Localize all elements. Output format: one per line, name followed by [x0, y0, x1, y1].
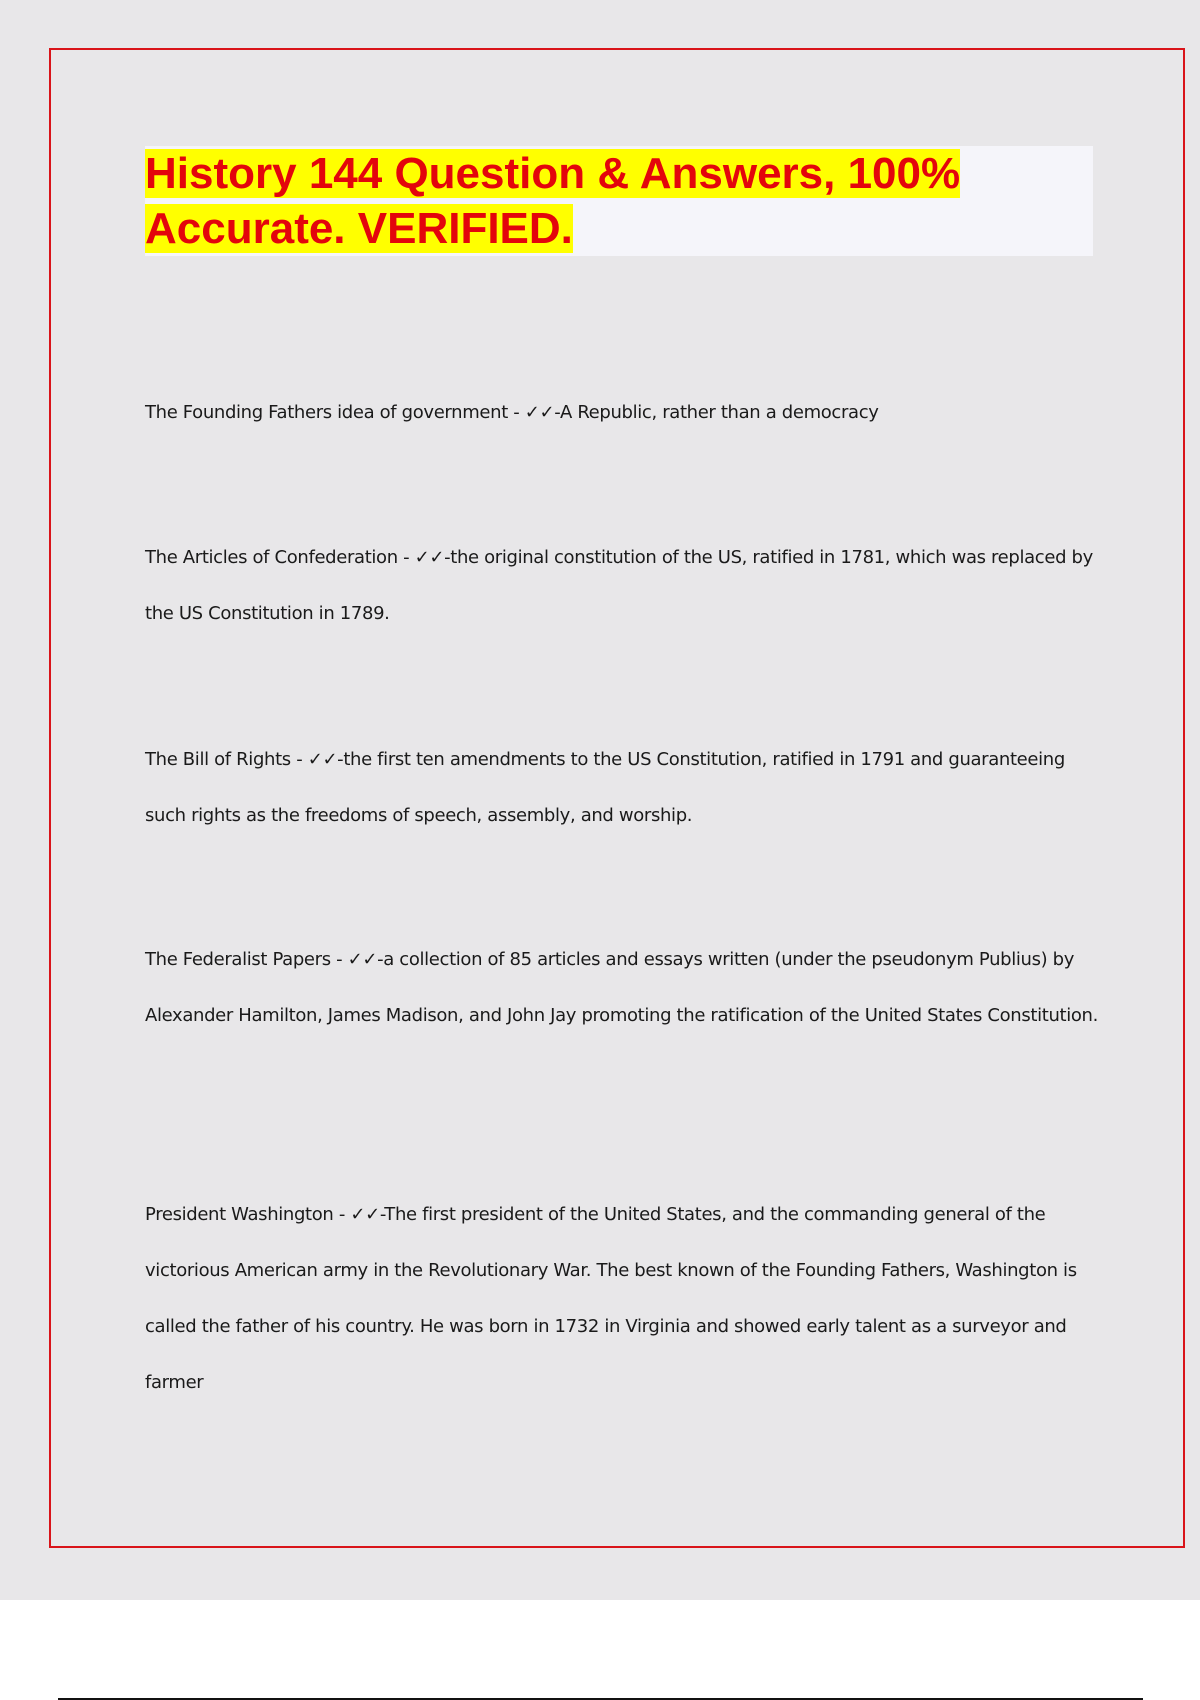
title-line-1: History 144 Question & Answers, 100% [145, 149, 961, 198]
qa-item-founding-fathers: The Founding Fathers idea of government - ✓✓-A Republic, rather than a democracy [145, 402, 879, 423]
title-block [145, 146, 1093, 256]
document-title [145, 146, 1093, 256]
qa-item-articles-of-confederation: The Articles of Confederation - ✓✓-the original constitution of the US, ratified in 1781, which was replaced by the US Constitution in 1789. [145, 547, 1093, 624]
qa-item-president-washington: President Washington - ✓✓-The first president of the United States, and the commanding general of the victorious American army in the Revolutionary War. The best known of the Founding Fathers, Washington is called the father of his country. He was born in 1732 in Virginia and showed early talent as a surveyor and farmer [145, 1204, 1077, 1393]
title-line-2: Accurate. VERIFIED. [145, 204, 573, 253]
qa-item-federalist-papers: The Federalist Papers - ✓✓-a collection of 85 articles and essays written (under the pseudonym Publius) by Alexander Hamilton, James Madison, and John Jay promoting the ratification of the United States Constitution. [145, 949, 1098, 1026]
qa-item-bill-of-rights: The Bill of Rights - ✓✓-the first ten amendments to the US Constitution, ratified in 1791 and guaranteeing such rights as the freedoms of speech, assembly, and worship. [145, 749, 1065, 826]
